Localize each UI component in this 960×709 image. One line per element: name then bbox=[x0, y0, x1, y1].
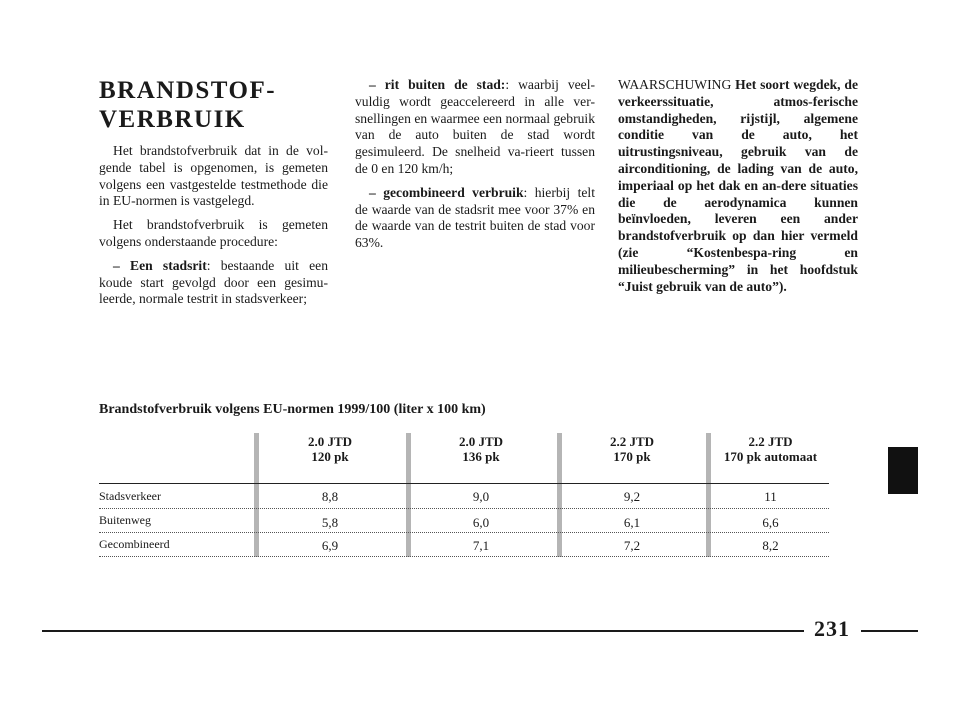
cycles-column bbox=[355, 77, 595, 259]
row-label-combined: Gecombineerd bbox=[99, 537, 170, 551]
table-title: Brandstofverbruik volgens EU-normen 1999/100 (liter x 100 km) bbox=[99, 402, 486, 417]
footer-rule-right bbox=[861, 630, 918, 632]
chapter-tab-marker bbox=[888, 447, 918, 494]
intro-paragraph-1: Het brandstofverbruik dat in de vol-gende tabel is opgenomen, is gemeten volgens een vastgestelde testmethode die in EU-normen is vastgelegd. bbox=[99, 143, 328, 209]
column-header-1 bbox=[260, 434, 400, 464]
city-cycle-term: – Een stadsrit bbox=[113, 257, 207, 273]
column-header-2-model: 2.0 JTD bbox=[458, 434, 504, 449]
cell-extra-urban-3: 6,1 bbox=[623, 515, 641, 530]
column-header-4 bbox=[712, 434, 829, 464]
intro-column bbox=[99, 143, 328, 315]
column-header-1-model: 2.0 JTD bbox=[307, 434, 353, 449]
intro-paragraph-2: Het brandstofverbruik is gemeten volgens onderstaande procedure: bbox=[99, 217, 328, 249]
header-rule bbox=[99, 483, 829, 484]
section-title-line2: VERBRUIK bbox=[99, 106, 246, 133]
row-label-city: Stadsverkeer bbox=[99, 489, 161, 503]
cell-city-2: 9,0 bbox=[472, 489, 490, 504]
column-header-3 bbox=[562, 434, 702, 464]
combined-paragraph bbox=[355, 185, 595, 252]
column-divider bbox=[706, 433, 711, 557]
row-rule bbox=[99, 556, 829, 557]
column-header-4-power: 170 pk automaat bbox=[723, 449, 818, 464]
cell-combined-2: 7,1 bbox=[472, 538, 490, 553]
consumption-table bbox=[99, 433, 829, 557]
row-rule bbox=[99, 508, 829, 509]
footer-rule-left bbox=[42, 630, 804, 632]
extra-urban-text: : waarbij veel-vuldig wordt geaccelereerd in alle ver-snellingen en waarmee een normaal gebruik van de auto buiten de stad wordt gesimuleerd. De snelheid va-rieert tussen de 0 en 120 km/h; bbox=[355, 77, 595, 176]
warning-label: WAARSCHUWING bbox=[618, 77, 732, 92]
section-title-line1: BRANDSTOF- bbox=[99, 77, 277, 104]
combined-term: – gecombineerd verbruik bbox=[369, 184, 524, 200]
section-title bbox=[99, 76, 339, 134]
warning-text: Het soort wegdek, de verkeerssituatie, atmos-ferische omstandigheden, rijstijl, algemene conditie van de auto, het uitrustingsniveau, gebruik van de airconditioning, de lading van de auto, imperiaal op het dak en an-dere situaties die de aerodynamica kunnen beïnvloeden, leveren een ander brandstofverbruik op dan hier vermeld (zie “Kostenbespa-ring en milieubescherming” in het hoofdstuk “Juist gebruik van de auto”). bbox=[618, 77, 858, 294]
city-cycle-text: : bestaande uit een koude start gevolgd door een gesimu-leerde, normale testrit in stadsverkeer; bbox=[99, 257, 328, 307]
warning-paragraph bbox=[618, 77, 858, 295]
cell-city-1: 8,8 bbox=[321, 489, 339, 504]
column-header-2 bbox=[411, 434, 551, 464]
cell-extra-urban-4: 6,6 bbox=[762, 515, 779, 530]
column-header-2-power: 136 pk bbox=[462, 449, 500, 464]
column-header-4-model: 2.2 JTD bbox=[748, 434, 793, 449]
cell-extra-urban-2: 6,0 bbox=[472, 515, 490, 530]
city-cycle-paragraph bbox=[99, 258, 328, 308]
cell-combined-3: 7,2 bbox=[623, 538, 641, 553]
row-rule bbox=[99, 532, 829, 533]
column-header-3-model: 2.2 JTD bbox=[609, 434, 655, 449]
extra-urban-term: – rit buiten de stad: bbox=[369, 77, 506, 92]
cell-city-3: 9,2 bbox=[623, 489, 641, 504]
page-number: 231 bbox=[814, 616, 850, 641]
cell-combined-4: 8,2 bbox=[762, 538, 779, 553]
combined-text: : hierbij telt de waarde van de stadsrit mee voor 37% en de waarde van de testrit buiten de stad voor 63%. bbox=[355, 184, 595, 251]
column-divider bbox=[254, 433, 259, 557]
row-label-extra-urban: Buitenweg bbox=[99, 513, 151, 527]
cell-extra-urban-1: 5,8 bbox=[321, 515, 339, 530]
cell-combined-1: 6,9 bbox=[321, 538, 339, 553]
cell-city-4: 11 bbox=[764, 489, 777, 504]
column-header-3-power: 170 pk bbox=[613, 449, 651, 464]
extra-urban-paragraph bbox=[355, 77, 595, 178]
column-header-1-power: 120 pk bbox=[311, 449, 349, 464]
warning-column bbox=[618, 77, 858, 302]
